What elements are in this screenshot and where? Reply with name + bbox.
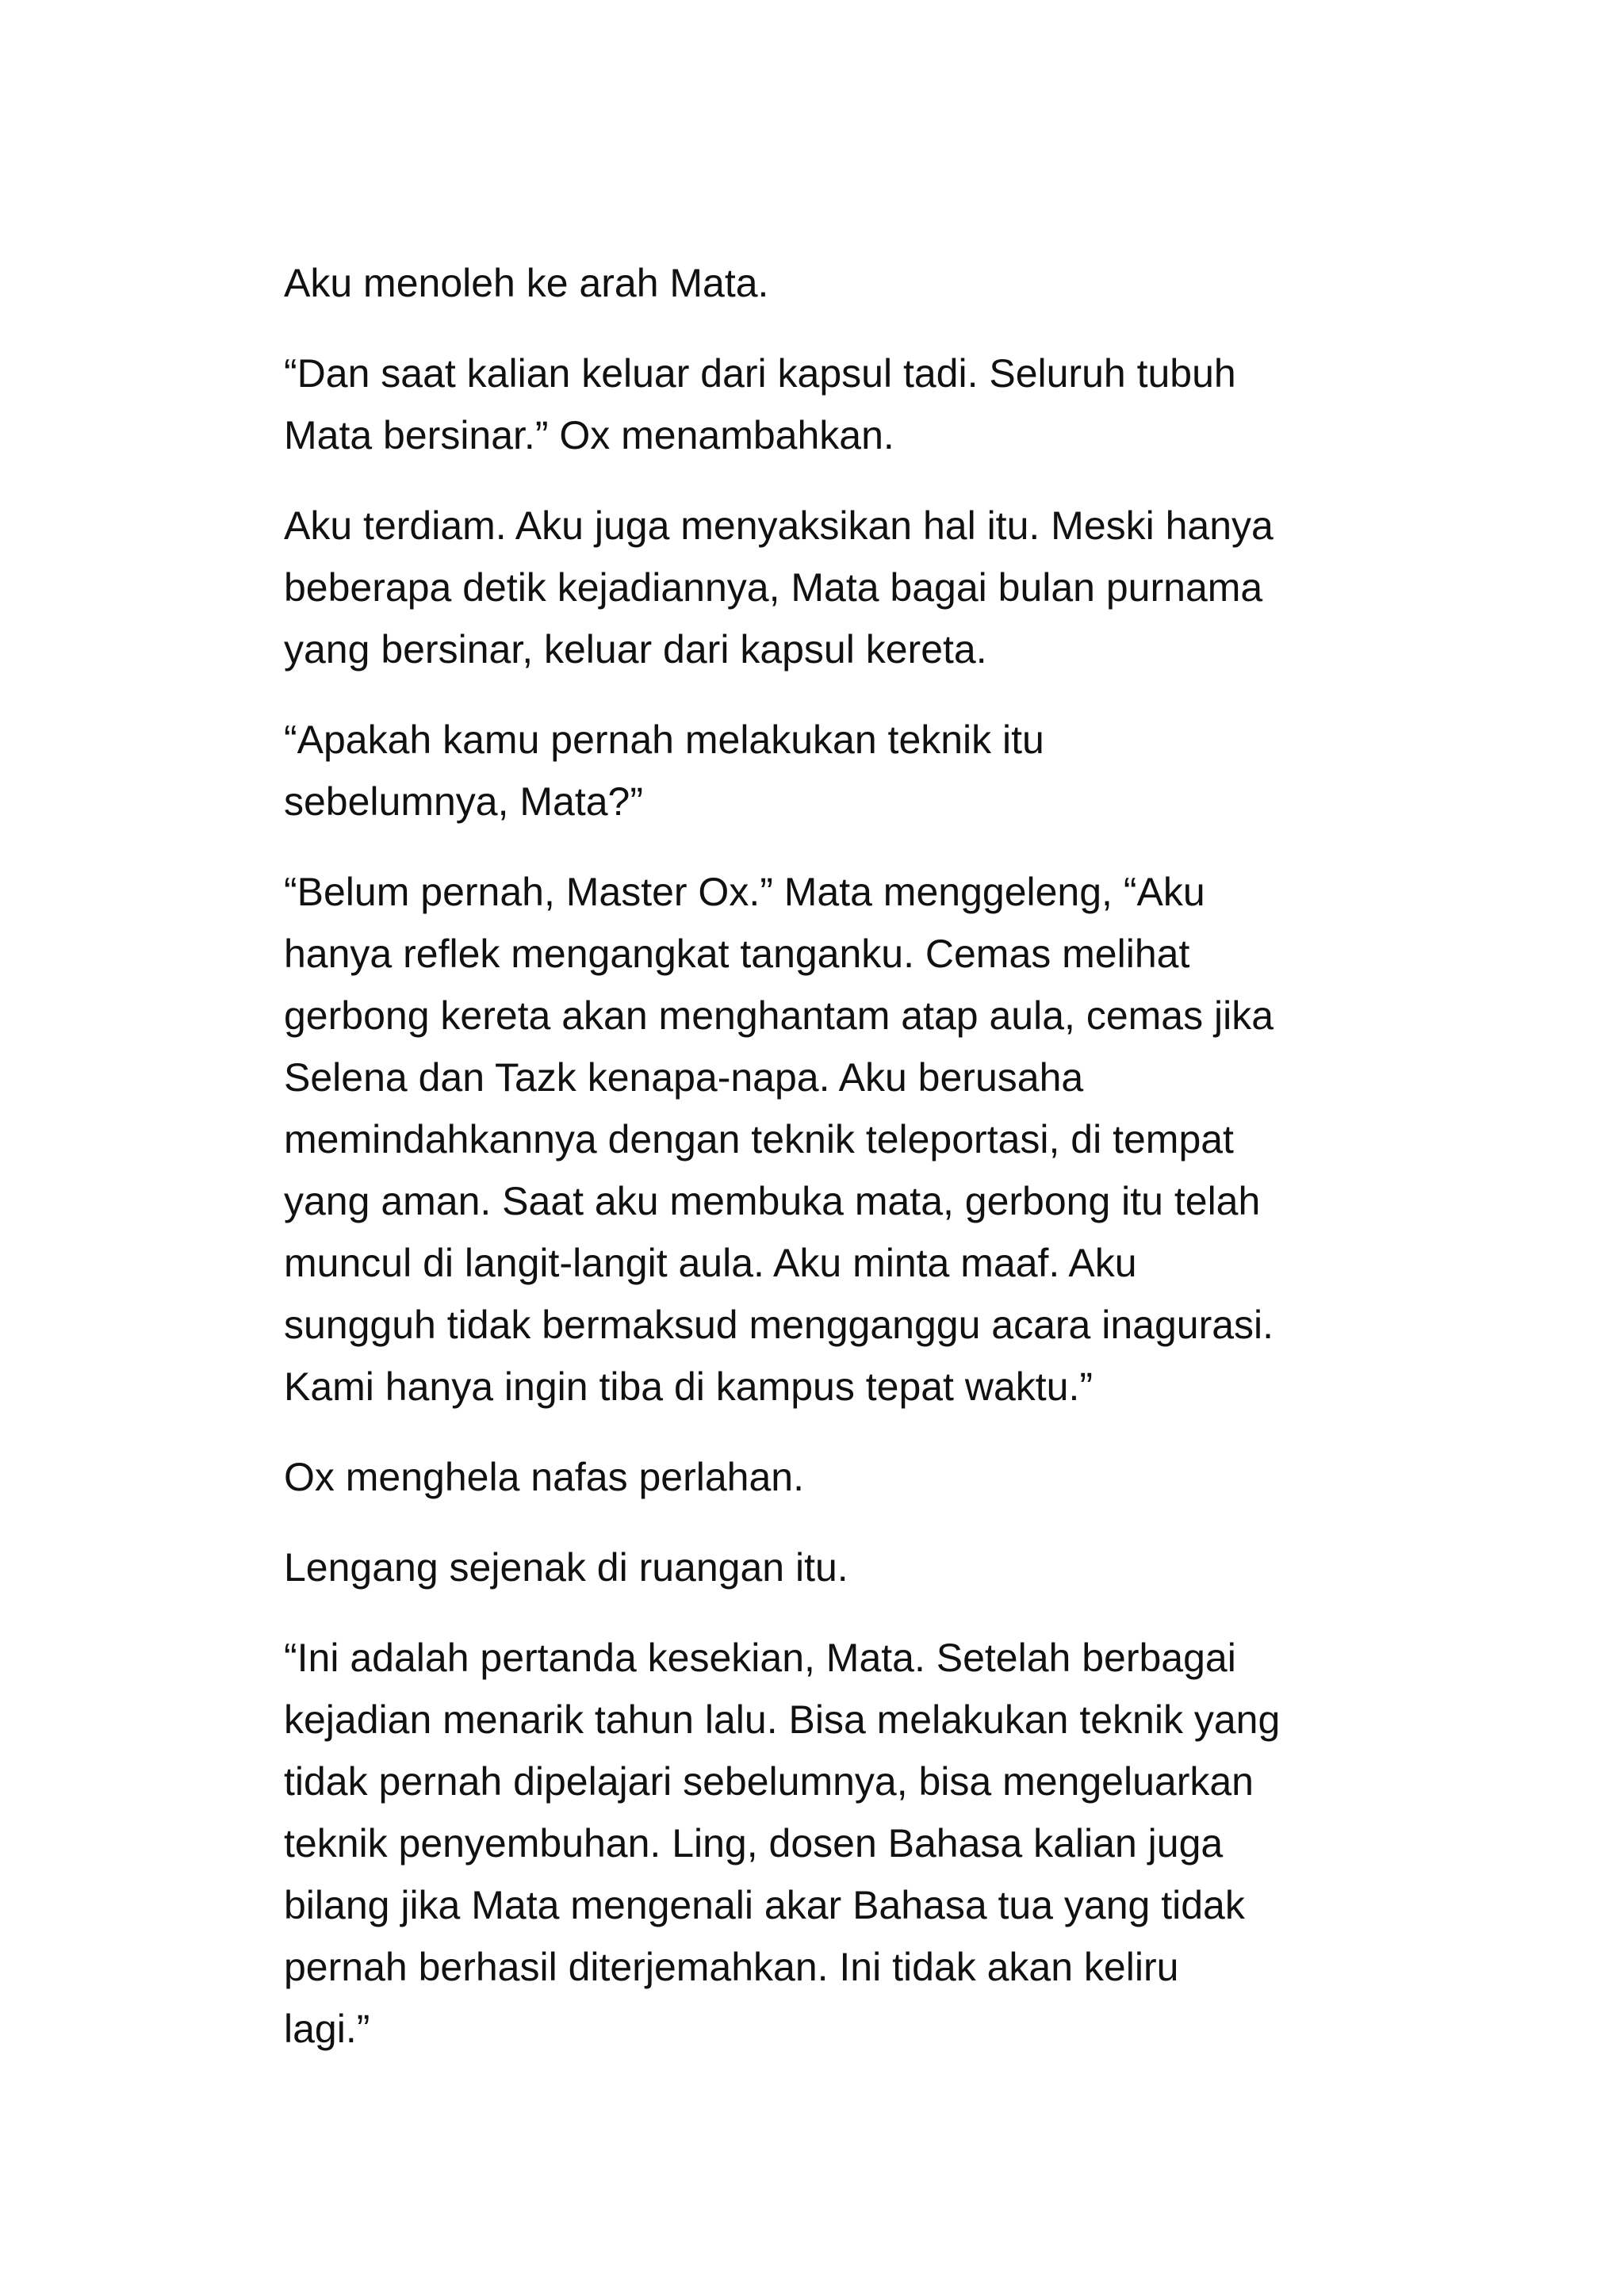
paragraph-4	[284, 709, 1394, 832]
paragraph-7	[284, 1536, 1394, 1598]
text-line: muncul di langit-langit aula. Aku minta maaf. Aku	[284, 1241, 1137, 1285]
paragraph-6	[284, 1446, 1394, 1508]
text-line: Selena dan Tazk kenapa-napa. Aku berusaha	[284, 1055, 1084, 1100]
text-line: Kami hanya ingin tiba di kampus tepat waktu.”	[284, 1364, 1093, 1409]
paragraph-3	[284, 495, 1394, 680]
text-line: “Dan saat kalian keluar dari kapsul tadi. Seluruh tubuh	[284, 351, 1236, 396]
text-line: beberapa detik kejadiannya, Mata bagai bulan purnama	[284, 565, 1263, 610]
text-line: “Ini adalah pertanda kesekian, Mata. Setelah berbagai	[284, 1636, 1236, 1680]
text-line: yang bersinar, keluar dari kapsul kereta.	[284, 627, 987, 672]
text-line: Ox menghela nafas perlahan.	[284, 1455, 804, 1499]
text-line: sebelumnya, Mata?”	[284, 779, 644, 824]
text-line: pernah berhasil diterjemahkan. Ini tidak akan keliru	[284, 1945, 1179, 1989]
paragraph-8	[284, 1627, 1394, 2060]
body-text	[284, 252, 1394, 2088]
text-line: “Belum pernah, Master Ox.” Mata menggeleng, “Aku	[284, 870, 1205, 914]
text-line: bilang jika Mata mengenali akar Bahasa tua yang tidak	[284, 1883, 1245, 1927]
text-line: memindahkannya dengan teknik teleportasi, di tempat	[284, 1117, 1234, 1161]
text-line: gerbong kereta akan menghantam atap aula, cemas jika	[284, 993, 1274, 1038]
text-line: tidak pernah dipelajari sebelumnya, bisa mengeluarkan	[284, 1759, 1254, 1804]
text-line: Aku terdiam. Aku juga menyaksikan hal itu. Meski hanya	[284, 503, 1274, 548]
paragraph-1	[284, 252, 1394, 314]
paragraph-2	[284, 342, 1394, 466]
text-line: kejadian menarik tahun lalu. Bisa melakukan teknik yang	[284, 1697, 1281, 1742]
text-line: Lengang sejenak di ruangan itu.	[284, 1545, 848, 1590]
text-line: hanya reflek mengangkat tanganku. Cemas melihat	[284, 932, 1190, 976]
text-line: Mata bersinar.” Ox menambahkan.	[284, 413, 894, 457]
text-line: sungguh tidak bermaksud mengganggu acara inagurasi.	[284, 1303, 1274, 1347]
text-line: Aku menoleh ke arah Mata.	[284, 261, 769, 305]
text-line: teknik penyembuhan. Ling, dosen Bahasa kalian juga	[284, 1821, 1224, 1866]
text-line: “Apakah kamu pernah melakukan teknik itu	[284, 718, 1044, 762]
paragraph-5	[284, 861, 1394, 1418]
text-line: yang aman. Saat aku membuka mata, gerbong itu telah	[284, 1179, 1261, 1223]
text-line: lagi.”	[284, 2007, 370, 2051]
